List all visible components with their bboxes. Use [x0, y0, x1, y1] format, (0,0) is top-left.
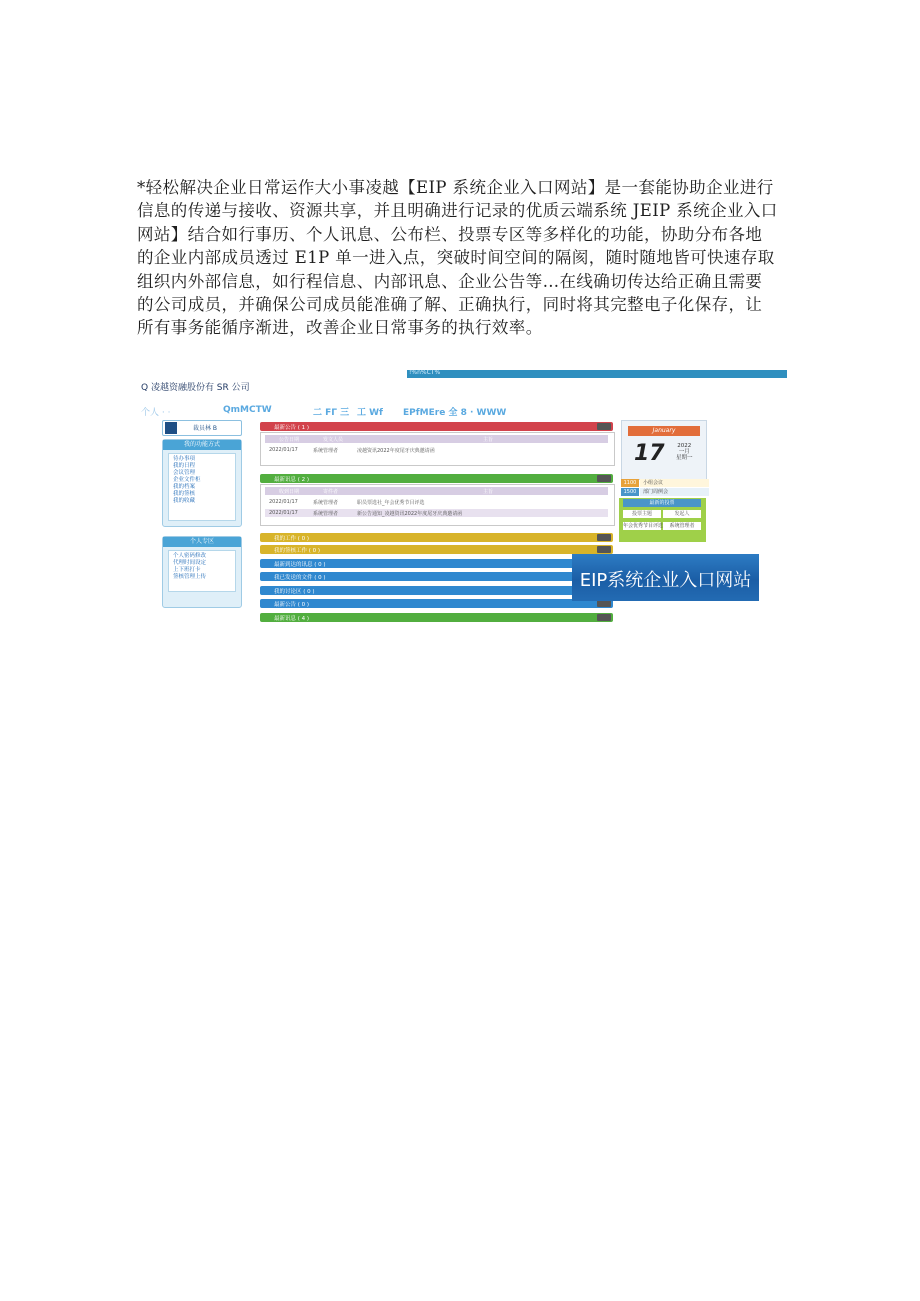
- calendar-year-block: [676, 443, 693, 461]
- personal-item[interactable]: 代理时间设定: [173, 560, 207, 566]
- more-button[interactable]: [597, 614, 611, 621]
- paragraph-line: 的企业内部成员透过 E1P 单一进入点，突破时间空间的隔阂，随时随地皆可快速存取: [137, 248, 775, 268]
- section-title: 我的签核工作 ( 0 ): [274, 548, 321, 554]
- company-name: Q 凌越资融股份有 SR 公司: [141, 383, 250, 393]
- announcement-panel: [260, 432, 615, 466]
- col-header: 寄件者: [323, 489, 339, 495]
- cell: 2022/01/17: [269, 510, 298, 516]
- function-item[interactable]: 企业文件柜: [173, 477, 201, 483]
- cell-link[interactable]: 凌越资讯2022年度尾牙庆典邀请函: [357, 448, 435, 454]
- section-bar-approval[interactable]: [260, 545, 613, 554]
- paragraph-line: *轻松解决企业日常运作大小事凌越【EIP 系统企业入口网站】是一套能协助企业进行: [137, 178, 774, 197]
- section-title: 最新讯息 ( 2 ): [274, 477, 310, 483]
- col-header: 主旨: [483, 489, 494, 495]
- more-button[interactable]: [597, 423, 611, 430]
- article-paragraph: [137, 176, 787, 340]
- table-row[interactable]: [265, 498, 608, 506]
- event-time: 1100: [621, 479, 639, 487]
- user-bar: [162, 420, 242, 436]
- col-header: 主旨: [483, 437, 494, 443]
- more-button[interactable]: [597, 534, 611, 541]
- personal-item[interactable]: 个人密码修改: [173, 553, 207, 559]
- vote-owner: 系统管理者: [663, 522, 701, 530]
- section-bar-messages-2[interactable]: [260, 613, 613, 622]
- function-item[interactable]: 我的日程: [173, 463, 196, 469]
- function-list: [168, 453, 236, 521]
- nav-item-4[interactable]: 工 Wf: [357, 408, 383, 418]
- more-button[interactable]: [597, 475, 611, 482]
- event-time: 1500: [621, 488, 639, 496]
- calendar-year: 2022: [677, 443, 692, 449]
- eip-screenshot: [137, 370, 787, 625]
- calendar-month: January: [628, 426, 700, 436]
- section-bar-sent[interactable]: [260, 572, 613, 581]
- cell: 2022/01/17: [269, 447, 298, 453]
- event-title[interactable]: 部门周例会: [640, 488, 709, 496]
- section-bar-announce-2[interactable]: [260, 599, 613, 608]
- paragraph-line: 的公司成员，并确保公司成员能准确了解、正确执行，同时将其完整电子化保存，让: [137, 295, 763, 315]
- section-bar-work[interactable]: [260, 533, 613, 542]
- table-row[interactable]: [265, 446, 608, 454]
- function-item[interactable]: 待办事项: [173, 456, 196, 462]
- user-name: 裁员林 B: [193, 425, 218, 432]
- table-header: [265, 487, 608, 495]
- strip-text: !%n%CT%: [409, 370, 441, 376]
- vote-topic[interactable]: 年会优秀节目评选: [623, 523, 664, 529]
- nav-item-personal[interactable]: 个人 · ·: [141, 408, 171, 418]
- section-title: 最新讯息 ( 4 ): [274, 616, 310, 622]
- cell: 系统管理者: [313, 511, 339, 517]
- section-title: 最新公告 ( 0 ): [274, 602, 310, 608]
- paragraph-line: 网站】结合如行事历、个人讯息、公布栏、投票专区等多样化的功能，协助分布各地: [137, 224, 763, 244]
- vote-col-topic: 投票主题: [623, 510, 661, 518]
- personal-box-title: 个人专区: [163, 537, 241, 547]
- section-bar-arrived[interactable]: [260, 559, 613, 568]
- more-button[interactable]: [597, 600, 611, 607]
- col-header: 公告日期: [279, 437, 300, 443]
- col-header: 收到日期: [279, 489, 300, 495]
- table-header: [265, 435, 608, 443]
- personal-box: [162, 536, 242, 608]
- event-title[interactable]: 小组会议: [640, 479, 709, 487]
- top-strip: [407, 370, 787, 378]
- vote-col-owner: 发起人: [663, 510, 701, 518]
- more-button[interactable]: [597, 546, 611, 553]
- function-item[interactable]: 我的收藏: [173, 498, 196, 504]
- personal-item[interactable]: 签核管理上传: [173, 574, 207, 580]
- section-title: 最新到达的讯息 ( 0 ): [274, 562, 326, 568]
- eip-banner: [572, 554, 759, 601]
- paragraph-line: 信息的传递与接收、资源共享，并且明确进行记录的优质云端系统 JEIP 系统企业入口: [137, 201, 778, 221]
- table-row[interactable]: [265, 509, 608, 517]
- nav-item-3[interactable]: 二 FΓ 三: [313, 408, 350, 418]
- message-panel: [260, 484, 615, 526]
- cell-link[interactable]: 新公告通知_凌越资讯2022年度尾牙庆典邀请函: [357, 511, 463, 517]
- function-box-title: 我的功能方式: [163, 440, 241, 450]
- personal-item[interactable]: 上下班打卡: [173, 567, 201, 573]
- banner-text: EIP系统企业入口网站: [579, 570, 752, 591]
- personal-list: [168, 550, 236, 592]
- section-title: 最新公告 ( 1 ): [274, 425, 310, 431]
- col-header: 发文人员: [323, 437, 344, 443]
- paragraph-line: 所有事务能循序渐进，改善企业日常事务的执行效率。: [137, 318, 543, 338]
- section-bar-forum[interactable]: [260, 586, 613, 595]
- function-item[interactable]: 我的签核: [173, 491, 196, 497]
- section-title: 我的工作 ( 0 ): [274, 536, 310, 542]
- calendar-month-cn: 一月: [678, 449, 690, 455]
- cell: 系统管理者: [313, 500, 339, 506]
- section-title: 我已发送的文件 ( 0 ): [274, 575, 326, 581]
- function-item[interactable]: 会议管理: [173, 470, 196, 476]
- section-bar-messages[interactable]: [260, 474, 613, 483]
- calendar-weekday: 星期一: [676, 455, 693, 461]
- cell: 系统管理者: [313, 448, 339, 454]
- cell-link[interactable]: 职员票选社_年会优秀节目评选: [357, 500, 425, 506]
- avatar: [165, 422, 177, 434]
- vote-title: 最新的投票: [623, 499, 701, 507]
- function-item[interactable]: 我的档案: [173, 484, 196, 490]
- nav-item-5[interactable]: EPfMEre 全 8 · WWW: [403, 408, 507, 418]
- function-box: [162, 439, 242, 527]
- nav-item-2[interactable]: QmMCTW: [223, 405, 272, 415]
- calendar-widget[interactable]: [621, 420, 707, 480]
- paragraph-line: 组织内外部信息，如行程信息、内部讯息、企业公告等…在线确切传达给正确且需要: [137, 271, 763, 291]
- cell: 2022/01/17: [269, 499, 298, 505]
- section-title: 我的讨论区 ( 0 ): [274, 589, 315, 595]
- section-bar-announcements[interactable]: [260, 422, 613, 431]
- calendar-day: 17: [634, 441, 665, 466]
